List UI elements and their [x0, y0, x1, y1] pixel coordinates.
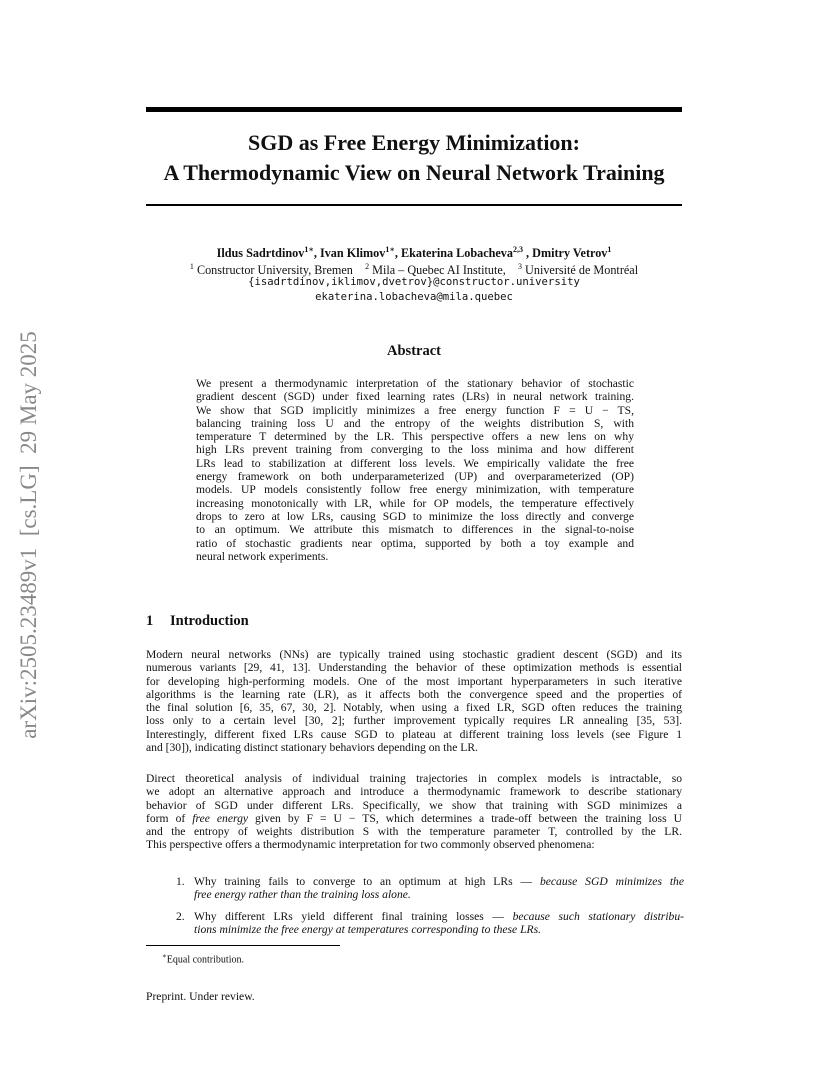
emphasis-run: because SGD minimizes the — [539, 875, 684, 888]
author-name: Ivan Klimov — [319, 246, 386, 261]
paragraph-line: Direct theoretical analysis of individual training trajectories in complex models is intractable, so — [146, 772, 682, 785]
list-item — [176, 910, 684, 937]
title-line-1: SGD as Free Energy Minimization: — [248, 130, 580, 155]
text-run: Why training fails to converge to an optimum at high LRs — — [194, 875, 540, 888]
list-number: 2. — [176, 909, 185, 923]
section-heading — [146, 612, 249, 630]
paragraph-1 — [146, 648, 682, 754]
paragraph-line: and [30]), indicating distinct stationary behaviors depending on the LR. — [146, 741, 478, 755]
abstract-line: LRs lead to stabilization at different loss levels. We empirically validate the free — [196, 456, 634, 470]
title-rule-top — [146, 107, 682, 112]
text-run: form of — [146, 811, 193, 825]
abstract-line: to an optimum. We attribute this mismatch to differences in the signal-to-noise — [196, 523, 634, 537]
title-line-2: A Thermodynamic View on Neural Network Training — [163, 160, 665, 185]
author-sup: 1 — [607, 245, 612, 254]
abstract-line: balancing training loss U and the entropy of the weights distribution S, with — [196, 416, 634, 430]
emphasis-run: tions minimize the free energy at temperatures corresponding to these LRs. — [194, 922, 542, 936]
section-number: 1 — [146, 613, 154, 629]
email-line-2: ekaterina.lobacheva@mila.quebec — [315, 291, 513, 303]
abstract-body — [196, 377, 634, 563]
paper-title — [146, 128, 682, 188]
list-line — [194, 923, 684, 936]
author-sup: 1∗ — [385, 245, 395, 254]
abstract-line: neural network experiments. — [196, 549, 329, 563]
footnote-mark: ∗ — [162, 952, 167, 960]
affil-name: Université de Montréal — [525, 263, 639, 278]
affil-sup: 3 — [518, 262, 522, 271]
affil-sup: 1 — [189, 262, 194, 271]
abstract-line: energy framework on both underparameterized (UP) and overparameterized (OP) — [196, 470, 634, 484]
paragraph-line: numerous variants [29, 41, 13]. Understanding the behavior of these optimization methods is essential — [146, 661, 682, 675]
paragraph-line: we adopt an alternative approach and introduce a thermodynamic framework to describe stationary — [146, 785, 682, 799]
emphasis-run: free energy — [192, 811, 249, 825]
author-sup: 1∗ — [304, 245, 314, 254]
paragraph-line-mixed — [146, 812, 682, 825]
paragraph-line: the final solution [6, 35, 67, 30, 2]. Notably, when using a fixed LR, SGD often reduces the training — [146, 701, 682, 715]
paragraph-line: for developing high-performing models. One of the most important hyperparameters in such iterative — [146, 674, 682, 688]
abstract-line: temperature T determined by the LR. This perspective offers a new lens on why — [196, 430, 634, 444]
paragraph-2 — [146, 772, 682, 852]
paragraph-line: loss only to a certain level [30, 2]; further improvement typically requires LR annealing [35, 53]. — [146, 714, 682, 728]
author-name: Ekaterina Lobacheva — [400, 246, 513, 261]
author-name: Dmitry Vetrov — [532, 246, 608, 261]
paragraph-line: Modern neural networks (NNs) are typically trained using stochastic gradient descent (SGD) and its — [146, 648, 682, 661]
affil-name: Mila – Quebec AI Institute, — [372, 263, 506, 278]
title-rule-bottom — [146, 204, 682, 206]
preprint-notice: Preprint. Under review. — [146, 990, 255, 1003]
text-run: given by F = U − TS, which determines a trade-off between the training loss U — [248, 811, 682, 825]
emphasis-run: because such stationary distribu- — [512, 909, 684, 923]
paragraph-line: algorithms is the learning rate (LR), as it affects both the convergence speed and the properties of — [146, 687, 682, 701]
abstract-line: increasing monotonically with LR, while for OP models, the temperature effectively — [196, 496, 634, 510]
abstract-line: high LRs prevent training from converging to the loss minima and how different — [196, 443, 634, 457]
paragraph-line: behavior of SGD under different LRs. Specifically, we show that training with SGD minimizes a — [146, 798, 682, 812]
affil-name: Constructor University, Bremen — [196, 263, 353, 278]
list-line — [194, 910, 684, 923]
list-line — [194, 875, 684, 888]
abstract-line: gradient descent (SGD) under fixed learning rates (LRs) in neural network training. — [196, 390, 634, 404]
author-list: Ildus Sadrtdinov$^{1∗}$, Ivan Klimov$^{1∗}$, Ekaterina Lobacheva$^{2,3}$ , Dmitry Vetrov$^1$ — [216, 245, 612, 261]
abstract-line: drops to zero at low LRs, causing SGD to minimize the loss directly and converge — [196, 509, 634, 523]
list-line — [194, 888, 684, 901]
paragraph-line: Interestingly, different fixed LRs cause SGD to plateau at different training loss levels (see Figure 1 — [146, 727, 682, 741]
arxiv-stamp-text: arXiv:2505.23489v1 [cs.LG] 29 May 2025 — [16, 331, 41, 739]
affil-sup: 2 — [365, 262, 370, 271]
abstract-line: We show that SGD implicitly minimizes a free energy function F = U − TS, — [196, 403, 634, 417]
arxiv-stamp — [6, 300, 46, 770]
list-number: 1. — [176, 875, 185, 888]
abstract-heading: Abstract — [387, 343, 441, 359]
author-sup: 2,3 — [513, 245, 523, 254]
abstract-line: We present a thermodynamic interpretation of the stationary behavior of stochastic — [196, 377, 634, 390]
paragraph-line: and the entropy of weights distribution S with the temperature parameter T, controlled by the LR. — [146, 825, 682, 839]
footnote-text: Equal contribution. — [166, 954, 244, 966]
abstract-line: ratio of stochastic gradients near optima, supported by both a toy example and — [196, 536, 634, 550]
paragraph-line: This perspective offers a thermodynamic interpretation for two commonly observed phenomena: — [146, 838, 595, 852]
list-item — [176, 875, 684, 902]
numbered-list — [176, 875, 684, 944]
footnote-rule — [146, 945, 340, 946]
email-line-1: {isadrtdinov,iklimov,dvetrov}@constructor.university — [248, 276, 580, 288]
section-title: Introduction — [170, 613, 249, 629]
abstract-line: models. UP models consistently follow free energy minimization, with temperature — [196, 483, 634, 497]
emphasis-run: free energy rather than the training loss alone. — [194, 888, 411, 902]
text-run: Why different LRs yield different final training losses — — [194, 909, 513, 923]
author-name: Ildus Sadrtdinov — [216, 246, 305, 261]
footnote — [162, 950, 244, 966]
